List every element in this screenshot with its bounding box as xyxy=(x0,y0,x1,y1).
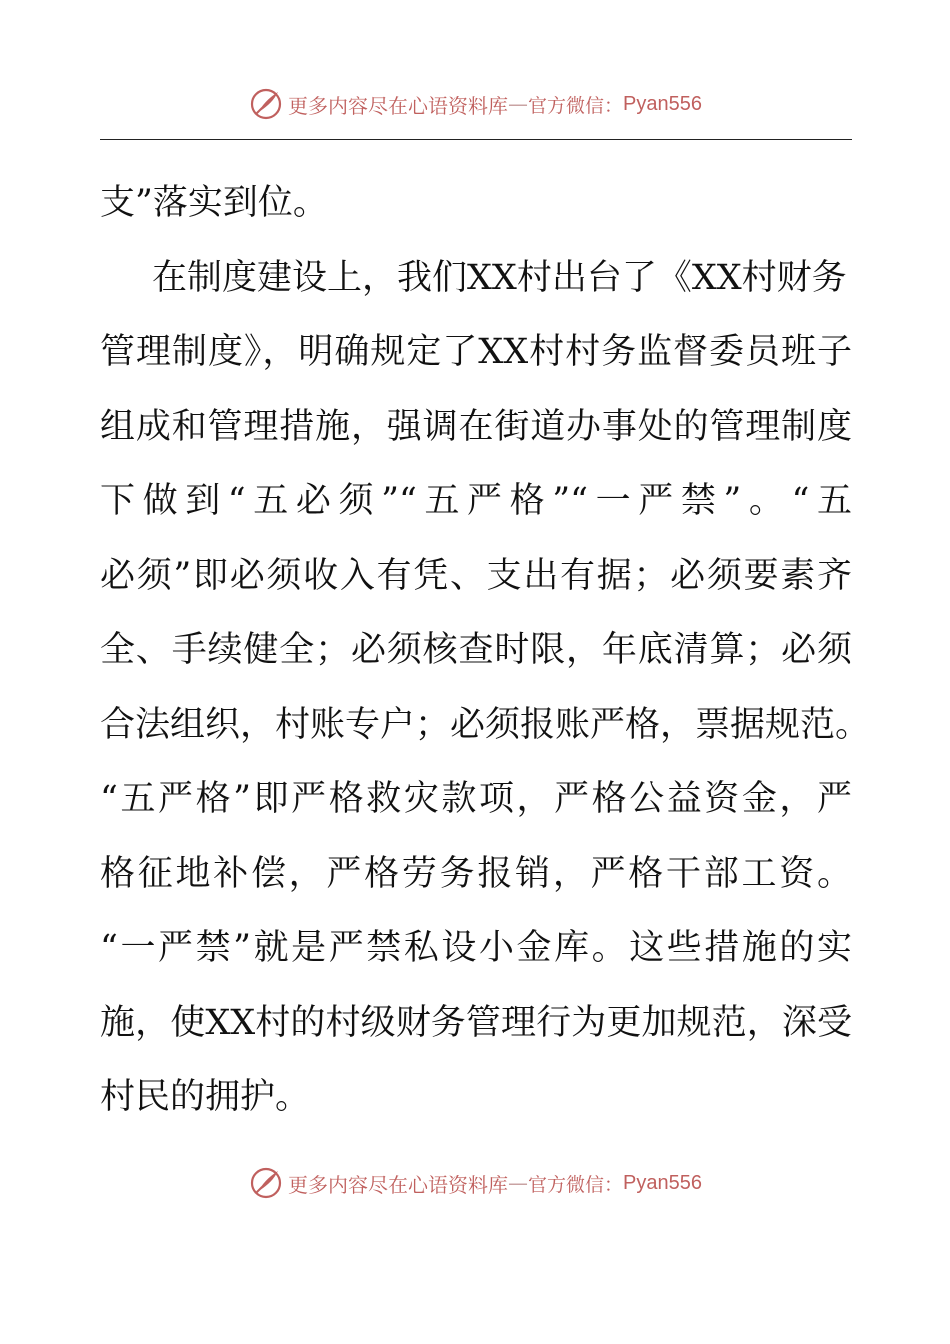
brand-dash: — xyxy=(508,92,528,116)
text-line: 管理制度》，明确规定了XX村村务监督委员班子 xyxy=(100,332,852,372)
text-line: 必须”即必须收入有凭、支出有据；必须要素齐 xyxy=(100,555,852,596)
text-line: 在制度建设上，我们XX村出台了《XX村财务 xyxy=(152,257,847,298)
feather-pen-logo-icon xyxy=(248,86,284,122)
document-body xyxy=(100,175,871,1144)
text-line: 施，使XX村的村级财务管理行为更加规范，深受 xyxy=(100,1002,852,1043)
text-line: 格征地补偿，严格劳务报销，严格干部工资。 xyxy=(100,853,852,894)
text-line: “五严格”即严格救灾款项，严格公益资金，严 xyxy=(100,779,852,819)
text-line: 全、手续健全；必须核查时限，年底清算；必须 xyxy=(100,630,852,670)
wechat-id: Pyan556 xyxy=(623,1171,702,1194)
text-line: 支”落实到位。 xyxy=(100,183,328,223)
wechat-id: Pyan556 xyxy=(623,92,702,115)
text-line: 合法组织，村账专户；必须报账严格，票据规范。 xyxy=(100,704,871,745)
header-divider xyxy=(100,139,852,140)
text-line: 组成和管理措施，强调在街道办事处的管理制度 xyxy=(100,406,852,447)
wechat-label: 官方微信： xyxy=(528,1173,624,1196)
footer-watermark xyxy=(0,1163,950,1203)
brand-text: 更多内容尽在心语资料库 xyxy=(288,93,508,118)
brand-dash: — xyxy=(508,1171,528,1195)
header-watermark xyxy=(0,84,950,124)
text-line: “一严禁”就是严禁私设小金库。这些措施的实 xyxy=(100,928,852,968)
text-line: 下做到“五必须”“五严格”“一严禁”。“五 xyxy=(100,481,852,521)
text-line: 村民的拥护。 xyxy=(100,1077,311,1117)
wechat-label: 官方微信： xyxy=(528,94,624,117)
brand-text: 更多内容尽在心语资料库 xyxy=(288,1172,508,1197)
feather-pen-logo-icon xyxy=(248,1165,284,1201)
